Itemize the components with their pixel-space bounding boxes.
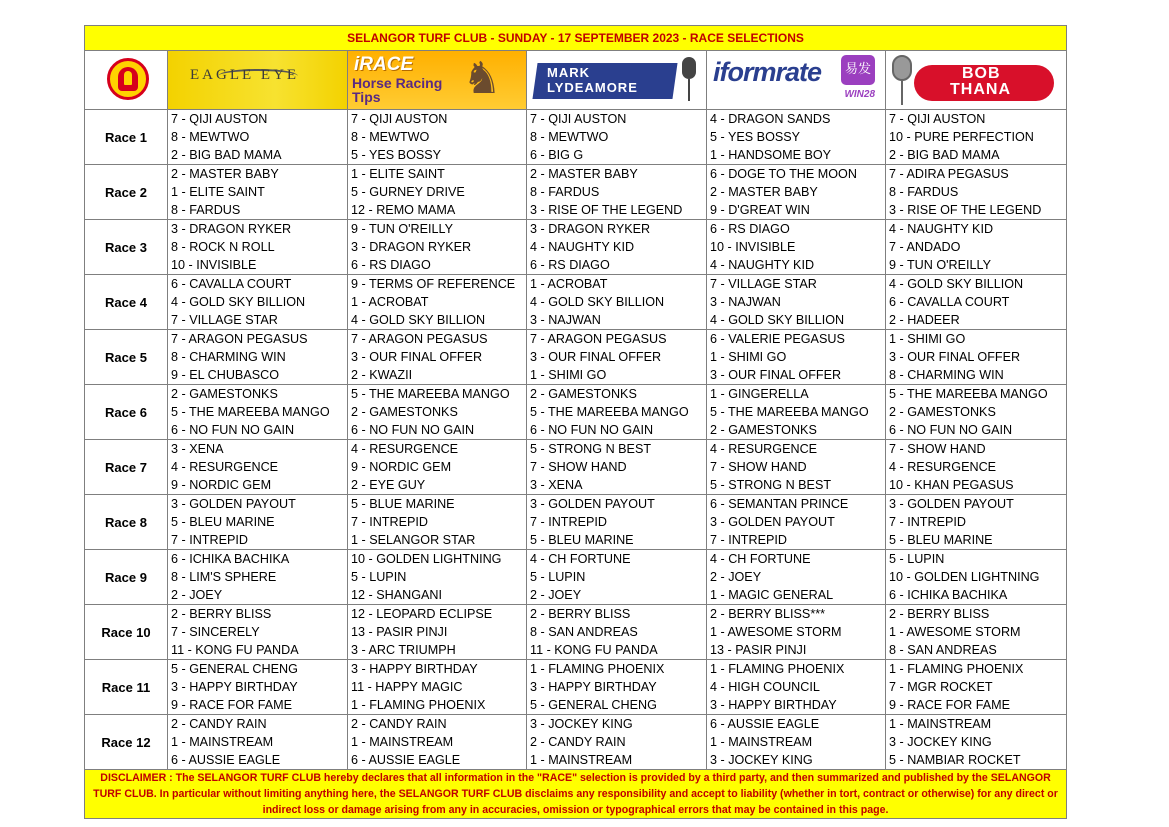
tipster-picks-cell <box>707 275 886 330</box>
selection-entry: 1 - FLAMING PHOENIX <box>351 698 486 712</box>
irace-logo-cell <box>348 51 527 110</box>
selection-entry: 9 - RACE FOR FAME <box>889 698 1011 712</box>
race-label: Race 2 <box>85 165 168 220</box>
selection-entry: 10 - INVISIBLE <box>710 240 796 254</box>
race-row <box>85 330 1067 385</box>
selection-entry: 2 - MASTER BABY <box>530 167 638 181</box>
selection-entry: 6 - SEMANTAN PRINCE <box>710 497 849 511</box>
irace-wordmark: iRACE <box>354 54 414 75</box>
racehorse-icon: ♞ <box>462 54 502 103</box>
selection-entry: 8 - FARDUS <box>889 185 959 199</box>
selection-entry: 7 - QIJI AUSTON <box>171 112 268 126</box>
tipster-picks-cell <box>168 550 348 605</box>
mark-lydeamore-logo <box>527 51 706 109</box>
selection-entry: 5 - THE MAREEBA MANGO <box>889 387 1048 401</box>
tipster-picks-cell <box>707 495 886 550</box>
eagle-eye-logo <box>168 51 347 109</box>
tipster-picks-cell <box>886 330 1067 385</box>
race-row <box>85 165 1067 220</box>
selection-entry: 1 - ELITE SAINT <box>171 185 265 199</box>
selection-entry: 1 - MAINSTREAM <box>710 735 813 749</box>
selection-entry: 4 - RESURGENCE <box>710 442 818 456</box>
page-title: SELANGOR TURF CLUB - SUNDAY - 17 SEPTEMBER 2023 - RACE SELECTIONS <box>85 26 1067 51</box>
selection-entry: 3 - GOLDEN PAYOUT <box>171 497 296 511</box>
selection-entry: 3 - OUR FINAL OFFER <box>889 350 1021 364</box>
selection-entry: 5 - THE MAREEBA MANGO <box>351 387 510 401</box>
selection-entry: 7 - SHOW HAND <box>710 460 807 474</box>
selection-entry: 5 - YES BOSSY <box>710 130 801 144</box>
selection-entry: 6 - RS DIAGO <box>530 258 610 272</box>
race-label: Race 12 <box>85 715 168 770</box>
selection-entry: 6 - NO FUN NO GAIN <box>530 423 654 437</box>
selection-entry: 2 - BERRY BLISS*** <box>710 607 826 621</box>
race-row <box>85 220 1067 275</box>
tipster-picks-cell <box>168 330 348 385</box>
selection-entry: 8 - SAN ANDREAS <box>530 625 638 639</box>
selection-entry: 1 - SHIMI GO <box>530 368 607 382</box>
selection-entry: 8 - MEWTWO <box>351 130 430 144</box>
bob-thana-line2: THANA <box>950 81 1011 98</box>
disclaimer-row <box>85 770 1067 819</box>
tipster-picks-cell <box>348 110 527 165</box>
tipster-picks-cell <box>348 715 527 770</box>
selection-entry: 5 - LUPIN <box>889 552 945 566</box>
selection-entry: 3 - GOLDEN PAYOUT <box>889 497 1014 511</box>
selection-entry: 3 - JOCKEY KING <box>889 735 992 749</box>
selection-entry: 8 - FARDUS <box>171 203 241 217</box>
selection-entry: 5 - NAMBIAR ROCKET <box>889 753 1021 767</box>
tipster-picks-cell <box>707 385 886 440</box>
selection-entry: 4 - GOLD SKY BILLION <box>171 295 306 309</box>
selection-entry: 3 - OUR FINAL OFFER <box>351 350 483 364</box>
tipster-picks-cell <box>527 715 707 770</box>
selection-entry: 2 - BERRY BLISS <box>889 607 990 621</box>
selection-entry: 5 - BLUE MARINE <box>351 497 455 511</box>
tipster-picks-cell <box>886 440 1067 495</box>
tipster-picks-cell <box>527 165 707 220</box>
selection-entry: 2 - HADEER <box>889 313 960 327</box>
tipster-picks-cell <box>886 165 1067 220</box>
tipster-picks-cell <box>527 220 707 275</box>
title-row <box>85 26 1067 51</box>
selection-entry: 11 - KONG FU PANDA <box>171 643 299 657</box>
selection-entry: 2 - BIG BAD MAMA <box>889 148 1000 162</box>
tipster-picks-cell <box>168 605 348 660</box>
tipster-picks-cell <box>527 330 707 385</box>
selection-entry: 6 - NO FUN NO GAIN <box>351 423 475 437</box>
selection-entry: 9 - NORDIC GEM <box>351 460 452 474</box>
selection-entry: 7 - ADIRA PEGASUS <box>889 167 1009 181</box>
tipster-picks-cell <box>348 550 527 605</box>
selection-entry: 7 - ANDADO <box>889 240 961 254</box>
mark-lydeamore-line1: MARK <box>547 65 590 80</box>
eagle-eye-logo-cell <box>168 51 348 110</box>
race-row <box>85 385 1067 440</box>
selection-entry: 5 - LUPIN <box>351 570 407 584</box>
selection-entry: 2 - GAMESTONKS <box>710 423 817 437</box>
selection-entry: 3 - RISE OF THE LEGEND <box>889 203 1042 217</box>
selection-entry: 2 - GAMESTONKS <box>889 405 996 419</box>
selection-entry: 7 - SHOW HAND <box>889 442 986 456</box>
selection-entry: 6 - ICHIKA BACHIKA <box>889 588 1008 602</box>
race-label: Race 5 <box>85 330 168 385</box>
selection-entry: 1 - ELITE SAINT <box>351 167 445 181</box>
tipster-logo-row <box>85 51 1067 110</box>
selection-entry: 8 - MEWTWO <box>171 130 250 144</box>
selection-entry: 7 - VILLAGE STAR <box>171 313 278 327</box>
selection-entry: 5 - THE MAREEBA MANGO <box>710 405 869 419</box>
disclaimer-text: DISCLAIMER : The SELANGOR TURF CLUB hereby declares that all information in the "RACE" selection is provided by a third party, and then summarized and published by the SELANGOR TURF CLUB. In particular without limiting anything here, the SELANGOR TURF CLUB disclaims any responsibility and accept to liability (whether in tort, contract or otherwise) for any direct or indirect loss or damage arising from any in accuracies, omission or typographical errors that may be contained in this page. <box>85 770 1067 819</box>
selection-entry: 2 - KWAZII <box>351 368 413 382</box>
tipster-picks-cell <box>527 275 707 330</box>
selection-entry: 7 - VILLAGE STAR <box>710 277 817 291</box>
tipster-picks-cell <box>707 440 886 495</box>
selection-entry: 4 - GOLD SKY BILLION <box>351 313 486 327</box>
selection-entry: 7 - MGR ROCKET <box>889 680 993 694</box>
tipster-picks-cell <box>707 110 886 165</box>
race-selections-table <box>84 25 1067 819</box>
selection-entry: 3 - XENA <box>171 442 224 456</box>
iformrate-logo <box>707 51 885 109</box>
selection-entry: 4 - GOLD SKY BILLION <box>530 295 665 309</box>
race-row <box>85 660 1067 715</box>
selection-entry: 2 - GAMESTONKS <box>171 387 278 401</box>
tipster-picks-cell <box>707 220 886 275</box>
tipster-picks-cell <box>168 220 348 275</box>
selection-entry: 3 - ARC TRIUMPH <box>351 643 456 657</box>
selection-entry: 6 - AUSSIE EAGLE <box>710 717 820 731</box>
selection-entry: 6 - DOGE TO THE MOON <box>710 167 857 181</box>
irace-logo <box>348 51 526 109</box>
selection-entry: 2 - JOEY <box>710 570 762 584</box>
selection-entry: 7 - SHOW HAND <box>530 460 627 474</box>
tipster-picks-cell <box>527 385 707 440</box>
selection-entry: 7 - INTREPID <box>351 515 428 529</box>
selection-entry: 10 - GOLDEN LIGHTNING <box>351 552 502 566</box>
tipster-picks-cell <box>348 495 527 550</box>
race-label: Race 9 <box>85 550 168 605</box>
race-row <box>85 275 1067 330</box>
selection-entry: 2 - JOEY <box>530 588 582 602</box>
selection-entry: 1 - MAINSTREAM <box>889 717 992 731</box>
selection-entry: 6 - CAVALLA COURT <box>889 295 1010 309</box>
selection-entry: 4 - GOLD SKY BILLION <box>710 313 845 327</box>
race-label: Race 1 <box>85 110 168 165</box>
selection-entry: 6 - CAVALLA COURT <box>171 277 292 291</box>
tipster-picks-cell <box>527 440 707 495</box>
iformrate-wordmark: iformrate <box>713 57 822 87</box>
selection-entry: 7 - INTREPID <box>530 515 607 529</box>
stc-logo-cell <box>85 51 168 110</box>
selection-entry: 3 - GOLDEN PAYOUT <box>710 515 835 529</box>
selection-entry: 7 - ARAGON PEGASUS <box>171 332 308 346</box>
selection-entry: 1 - MAINSTREAM <box>530 753 633 767</box>
selection-entry: 8 - SAN ANDREAS <box>889 643 997 657</box>
selection-entry: 5 - THE MAREEBA MANGO <box>171 405 330 419</box>
tipster-picks-cell <box>348 330 527 385</box>
tipster-picks-cell <box>527 495 707 550</box>
selection-entry: 2 - JOEY <box>171 588 223 602</box>
selection-entry: 4 - NAUGHTY KID <box>710 258 815 272</box>
selection-entry: 1 - HANDSOME BOY <box>710 148 832 162</box>
bob-thana-logo <box>886 51 1066 109</box>
selection-entry: 8 - CHARMING WIN <box>171 350 286 364</box>
tipster-picks-cell <box>348 385 527 440</box>
selection-entry: 4 - RESURGENCE <box>889 460 997 474</box>
selection-entry: 9 - RACE FOR FAME <box>171 698 293 712</box>
selection-entry: 3 - NAJWAN <box>530 313 601 327</box>
selection-entry: 12 - REMO MAMA <box>351 203 456 217</box>
tipster-picks-cell <box>707 330 886 385</box>
selection-entry: 4 - DRAGON SANDS <box>710 112 831 126</box>
selection-entry: 6 - NO FUN NO GAIN <box>889 423 1013 437</box>
selection-entry: 10 - PURE PERFECTION <box>889 130 1034 144</box>
tipster-picks-cell <box>348 220 527 275</box>
mark-lydeamore-logo-cell <box>527 51 707 110</box>
race-label: Race 7 <box>85 440 168 495</box>
selection-entry: 11 - HAPPY MAGIC <box>351 680 463 694</box>
tipster-picks-cell <box>168 715 348 770</box>
tipster-picks-cell <box>886 660 1067 715</box>
selection-entry: 1 - SHIMI GO <box>710 350 787 364</box>
tipster-picks-cell <box>886 715 1067 770</box>
tipster-picks-cell <box>886 220 1067 275</box>
race-label: Race 8 <box>85 495 168 550</box>
selection-entry: 6 - RS DIAGO <box>710 222 790 236</box>
selection-entry: 1 - FLAMING PHOENIX <box>889 662 1024 676</box>
microphone-icon <box>682 57 696 79</box>
selection-entry: 7 - INTREPID <box>171 533 248 547</box>
tipster-picks-cell <box>886 605 1067 660</box>
selangor-turf-club-logo <box>85 51 167 109</box>
selection-entry: 8 - LIM'S SPHERE <box>171 570 277 584</box>
tipster-picks-cell <box>886 550 1067 605</box>
selection-entry: 8 - ROCK N ROLL <box>171 240 275 254</box>
selection-entry: 9 - D'GREAT WIN <box>710 203 810 217</box>
mark-lydeamore-line2: LYDEAMORE <box>547 80 638 95</box>
selection-entry: 2 - BIG BAD MAMA <box>171 148 282 162</box>
selection-entry: 1 - SELANGOR STAR <box>351 533 476 547</box>
tipster-picks-cell <box>348 440 527 495</box>
tipster-picks-cell <box>886 275 1067 330</box>
selection-entry: 7 - SINCERELY <box>171 625 260 639</box>
selection-entry: 5 - LUPIN <box>530 570 586 584</box>
selection-entry: 9 - NORDIC GEM <box>171 478 272 492</box>
selection-entry: 6 - VALERIE PEGASUS <box>710 332 845 346</box>
tipster-picks-cell <box>348 275 527 330</box>
tipster-picks-cell <box>168 110 348 165</box>
race-row <box>85 440 1067 495</box>
selection-entry: 4 - CH FORTUNE <box>530 552 631 566</box>
selection-entry: 9 - TERMS OF REFERENCE <box>351 277 516 291</box>
selection-entry: 3 - HAPPY BIRTHDAY <box>530 680 657 694</box>
tipster-picks-cell <box>707 660 886 715</box>
selection-entry: 1 - FLAMING PHOENIX <box>710 662 845 676</box>
tipster-picks-cell <box>168 165 348 220</box>
race-row <box>85 550 1067 605</box>
eagle-eye-wordmark: EAGLE EYE <box>190 67 300 83</box>
tipster-picks-cell <box>527 605 707 660</box>
selection-entry: 2 - BERRY BLISS <box>171 607 272 621</box>
tipster-picks-cell <box>707 550 886 605</box>
selection-entry: 1 - MAGIC GENERAL <box>710 588 834 602</box>
selection-entry: 7 - ARAGON PEGASUS <box>351 332 488 346</box>
selection-entry: 4 - NAUGHTY KID <box>530 240 635 254</box>
selection-entry: 5 - GURNEY DRIVE <box>351 185 465 199</box>
tipster-picks-cell <box>707 715 886 770</box>
selection-entry: 8 - FARDUS <box>530 185 600 199</box>
tipster-picks-cell <box>168 440 348 495</box>
selection-entry: 2 - CANDY RAIN <box>171 717 267 731</box>
selection-entry: 3 - HAPPY BIRTHDAY <box>351 662 478 676</box>
selection-entry: 2 - BERRY BLISS <box>530 607 631 621</box>
selection-entry: 1 - MAINSTREAM <box>171 735 274 749</box>
tipster-picks-cell <box>168 660 348 715</box>
selection-entry: 1 - SHIMI GO <box>889 332 966 346</box>
selection-entry: 1 - ACROBAT <box>530 277 608 291</box>
tipster-picks-cell <box>348 660 527 715</box>
selection-entry: 2 - MASTER BABY <box>171 167 279 181</box>
selection-entry: 7 - QIJI AUSTON <box>889 112 986 126</box>
selection-entry: 2 - MASTER BABY <box>710 185 818 199</box>
selection-entry: 6 - ICHIKA BACHIKA <box>171 552 290 566</box>
selection-entry: 9 - TUN O'REILLY <box>351 222 454 236</box>
selection-entry: 3 - JOCKEY KING <box>530 717 633 731</box>
selection-entry: 3 - DRAGON RYKER <box>351 240 472 254</box>
selection-entry: 13 - PASIR PINJI <box>710 643 807 657</box>
selection-entry: 4 - HIGH COUNCIL <box>710 680 820 694</box>
selection-entry: 5 - STRONG N BEST <box>530 442 652 456</box>
selection-entry: 1 - FLAMING PHOENIX <box>530 662 665 676</box>
bob-thana-logo-cell <box>886 51 1067 110</box>
selection-entry: 5 - THE MAREEBA MANGO <box>530 405 689 419</box>
tipster-picks-cell <box>348 165 527 220</box>
selection-entry: 13 - PASIR PINJI <box>351 625 448 639</box>
tipster-picks-cell <box>527 110 707 165</box>
tipster-picks-cell <box>886 495 1067 550</box>
selection-entry: 3 - NAJWAN <box>710 295 781 309</box>
microphone-icon <box>892 55 912 81</box>
irace-subtitle-line2: Tips <box>352 89 381 105</box>
selection-entry: 9 - TUN O'REILLY <box>889 258 992 272</box>
selection-entry: 11 - KONG FU PANDA <box>530 643 658 657</box>
race-label: Race 3 <box>85 220 168 275</box>
race-label: Race 11 <box>85 660 168 715</box>
selection-entry: 3 - RISE OF THE LEGEND <box>530 203 683 217</box>
tipster-picks-cell <box>348 605 527 660</box>
selection-entry: 4 - RESURGENCE <box>351 442 459 456</box>
selection-entry: 2 - CANDY RAIN <box>351 717 447 731</box>
selection-entry: 1 - ACROBAT <box>351 295 429 309</box>
selection-entry: 6 - AUSSIE EAGLE <box>351 753 461 767</box>
selection-entry: 1 - AWESOME STORM <box>710 625 842 639</box>
race-row <box>85 495 1067 550</box>
tipster-picks-cell <box>168 385 348 440</box>
tipster-picks-cell <box>707 605 886 660</box>
selection-entry: 2 - CANDY RAIN <box>530 735 626 749</box>
race-label: Race 4 <box>85 275 168 330</box>
selection-entry: 12 - SHANGANI <box>351 588 442 602</box>
selection-entry: 3 - DRAGON RYKER <box>530 222 651 236</box>
selection-entry: 2 - GAMESTONKS <box>351 405 458 419</box>
selection-entry: 5 - BLEU MARINE <box>889 533 993 547</box>
race-row <box>85 110 1067 165</box>
irace-subtitle-line1: Horse Racing <box>352 75 443 91</box>
selection-entry: 6 - NO FUN NO GAIN <box>171 423 295 437</box>
selection-entry: 5 - STRONG N BEST <box>710 478 832 492</box>
selection-entry: 5 - GENERAL CHENG <box>530 698 657 712</box>
selection-entry: 6 - RS DIAGO <box>351 258 431 272</box>
selection-entry: 5 - BLEU MARINE <box>171 515 275 529</box>
race-label: Race 6 <box>85 385 168 440</box>
selection-entry: 2 - EYE GUY <box>351 478 426 492</box>
selection-entry: 10 - KHAN PEGASUS <box>889 478 1014 492</box>
selection-entry: 3 - XENA <box>530 478 583 492</box>
tipster-picks-cell <box>886 385 1067 440</box>
tipster-picks-cell <box>527 660 707 715</box>
selection-entry: 1 - AWESOME STORM <box>889 625 1021 639</box>
tipster-picks-cell <box>707 165 886 220</box>
selection-entry: 12 - LEOPARD ECLIPSE <box>351 607 493 621</box>
selection-entry: 9 - EL CHUBASCO <box>171 368 280 382</box>
selection-entry: 6 - AUSSIE EAGLE <box>171 753 281 767</box>
race-row <box>85 605 1067 660</box>
selection-entry: 7 - INTREPID <box>710 533 787 547</box>
selection-entry: 5 - GENERAL CHENG <box>171 662 298 676</box>
selection-entry: 7 - QIJI AUSTON <box>530 112 627 126</box>
tipster-picks-cell <box>168 495 348 550</box>
bob-thana-line1: BOB <box>962 65 1001 82</box>
iformrate-win-label: WIN28 <box>844 89 875 100</box>
race-label: Race 10 <box>85 605 168 660</box>
selection-entry: 3 - OUR FINAL OFFER <box>710 368 842 382</box>
tipster-picks-cell <box>886 110 1067 165</box>
selection-entry: 3 - HAPPY BIRTHDAY <box>710 698 837 712</box>
horse-head-icon <box>107 58 149 100</box>
selection-entry: 4 - RESURGENCE <box>171 460 279 474</box>
selection-entry: 10 - GOLDEN LIGHTNING <box>889 570 1040 584</box>
selection-entry: 5 - YES BOSSY <box>351 148 442 162</box>
selection-entry: 3 - GOLDEN PAYOUT <box>530 497 655 511</box>
selection-entry: 3 - JOCKEY KING <box>710 753 813 767</box>
selection-entry: 7 - INTREPID <box>889 515 966 529</box>
selection-entry: 10 - INVISIBLE <box>171 258 257 272</box>
selection-entry: 5 - BLEU MARINE <box>530 533 634 547</box>
selection-entry: 8 - CHARMING WIN <box>889 368 1004 382</box>
irace-subtitle <box>352 76 442 104</box>
selection-entry: 7 - QIJI AUSTON <box>351 112 448 126</box>
selection-entry: 8 - MEWTWO <box>530 130 609 144</box>
selection-entry: 3 - OUR FINAL OFFER <box>530 350 662 364</box>
tipster-picks-cell <box>168 275 348 330</box>
selection-entry: 2 - GAMESTONKS <box>530 387 637 401</box>
selection-entry: 4 - GOLD SKY BILLION <box>889 277 1024 291</box>
selection-entry: 6 - BIG G <box>530 148 584 162</box>
selection-entry: 7 - ARAGON PEGASUS <box>530 332 667 346</box>
selection-entry: 1 - GINGERELLA <box>710 387 809 401</box>
tipster-picks-cell <box>527 550 707 605</box>
selection-entry: 4 - CH FORTUNE <box>710 552 811 566</box>
race-row <box>85 715 1067 770</box>
iformrate-logo-cell <box>707 51 886 110</box>
selection-entry: 3 - DRAGON RYKER <box>171 222 292 236</box>
selection-entry: 4 - NAUGHTY KID <box>889 222 994 236</box>
iformrate-chinese-badge: 易发 <box>841 55 875 85</box>
selection-entry: 3 - HAPPY BIRTHDAY <box>171 680 298 694</box>
selection-entry: 1 - MAINSTREAM <box>351 735 454 749</box>
